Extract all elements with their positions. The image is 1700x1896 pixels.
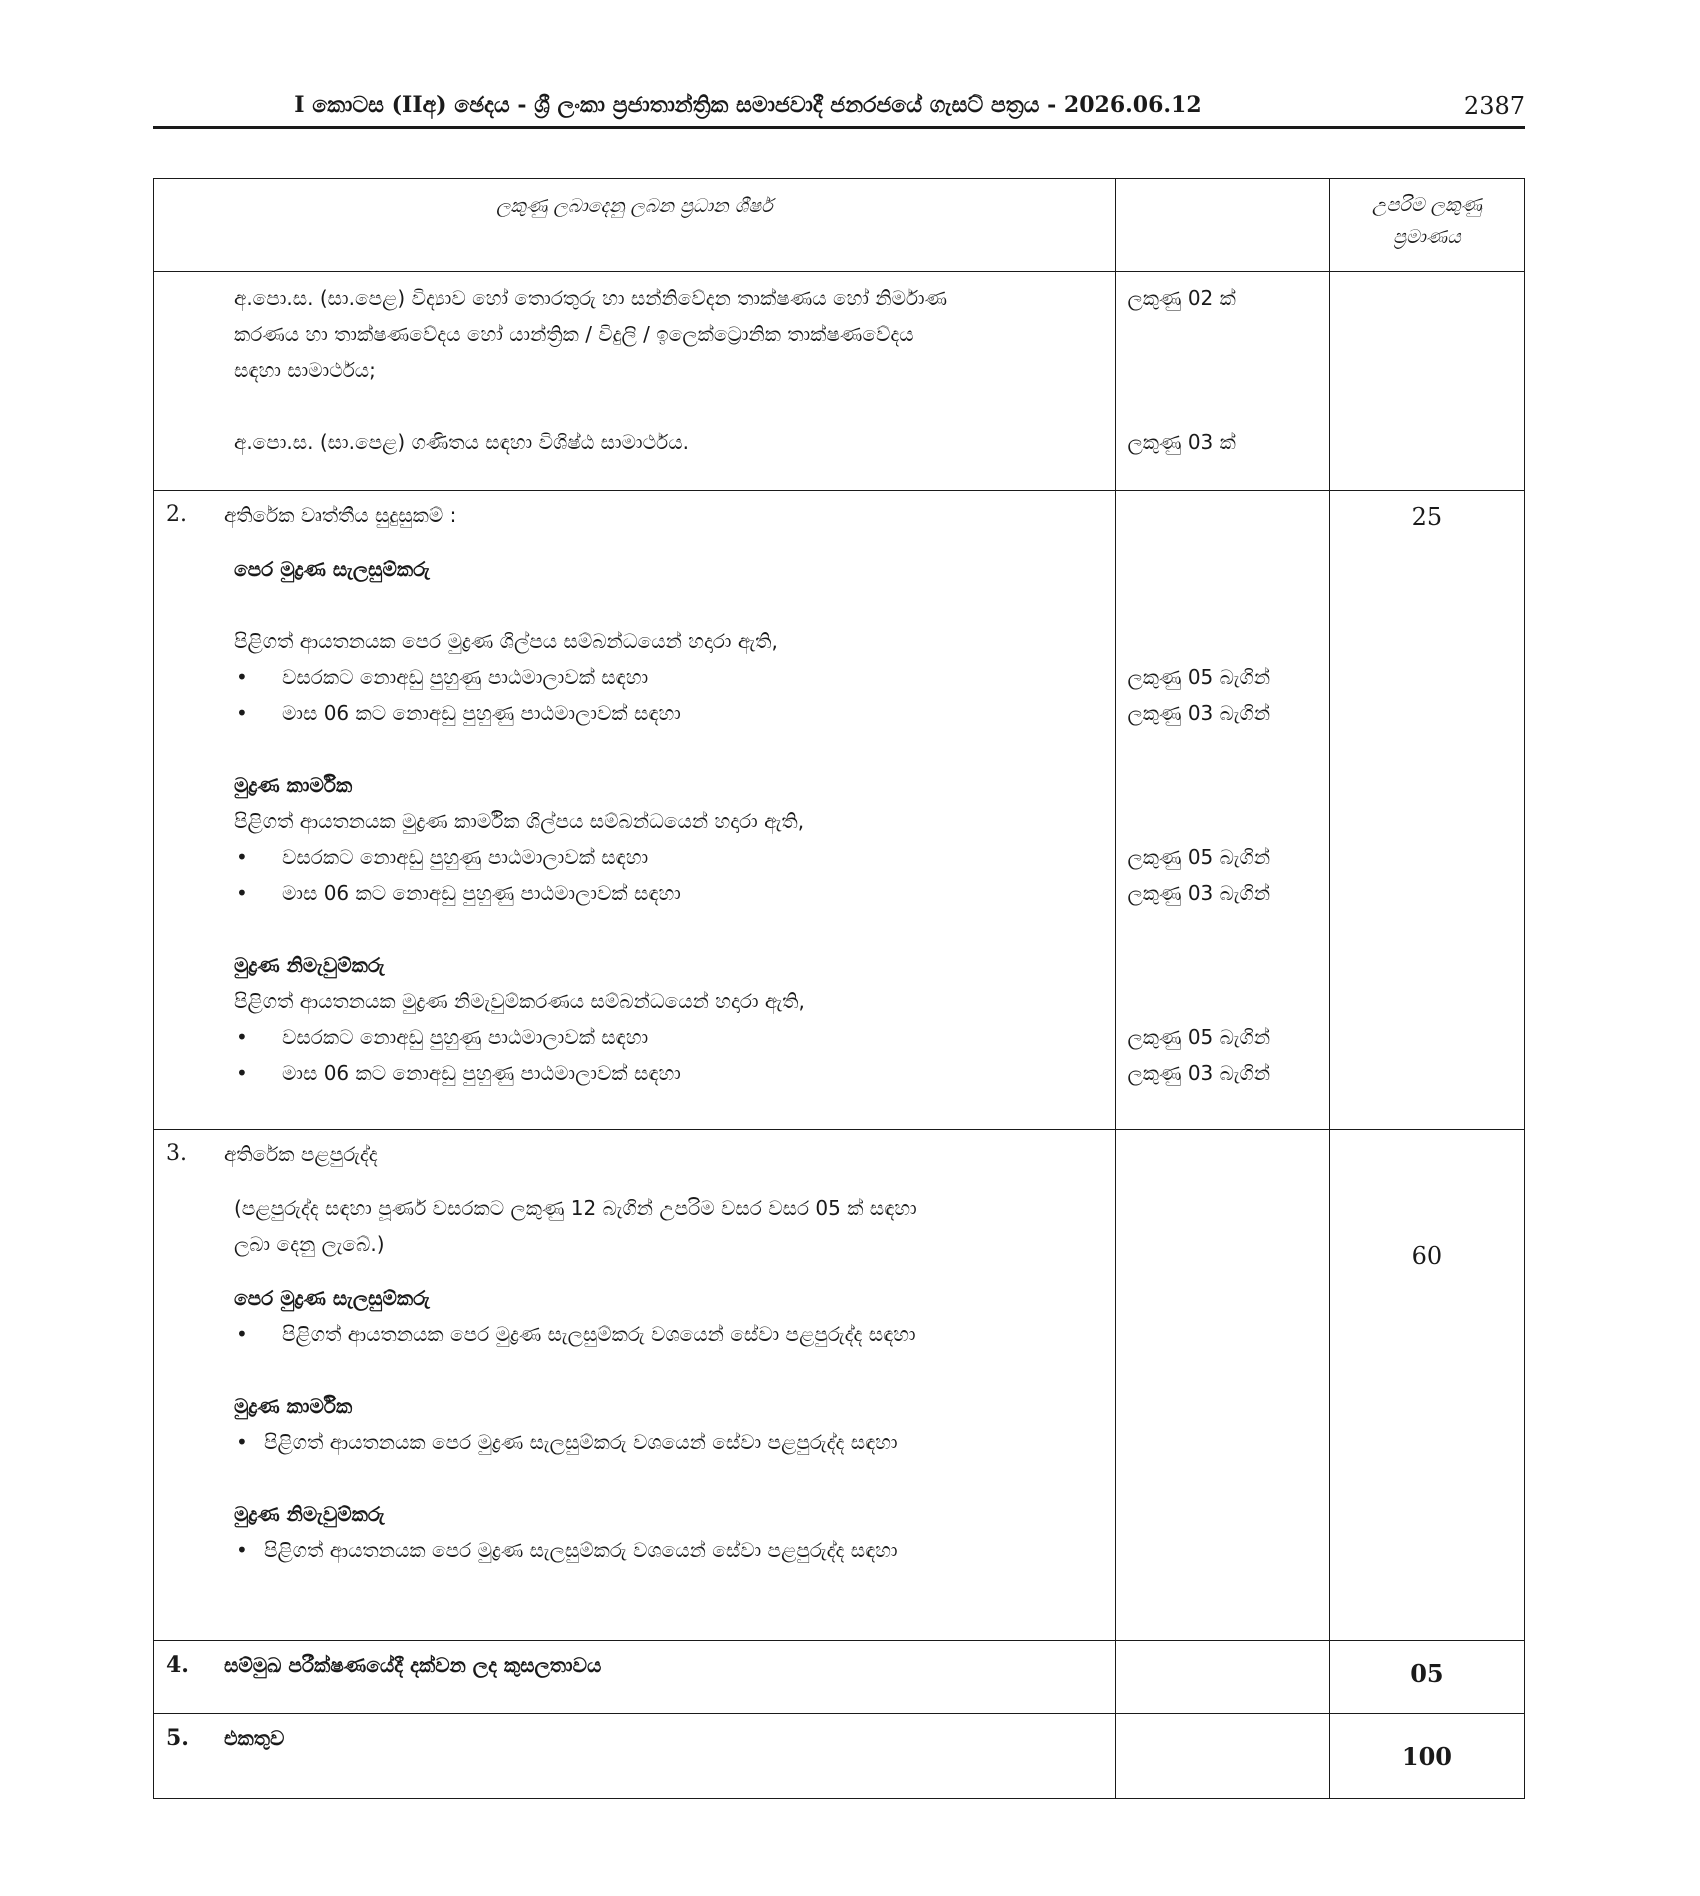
row2-section3-item1: • වසරකට නොඅඩු පුහුණු පාඨමාලාවක් සඳහා xyxy=(154,1019,1115,1055)
row2-section3-item1-marks: ලකුණු 05 බැගින් xyxy=(1127,1025,1271,1049)
row3-note-line1: (පළපුරුද්ද සඳහා පූර්ණ වසරකට ලකුණු 12 බැගින් උපරිම වසර වසර 05 ක් සඳහා xyxy=(234,1196,917,1220)
row3-marks-empty xyxy=(1115,1130,1329,1641)
row2-section3-item2: • මාස 06 කට නොඅඩු පුහුණු පාඨමාලාවක් සඳහා xyxy=(154,1055,1115,1091)
gazette-header-title: I කොටස (IIඅ) ඡෙදය - ශ්‍රී ලංකා ප්‍රජාතාන්ත්‍රික සමාජවාදී ජනරජයේ ගැසට් පත්‍රය - 2026.06.12 xyxy=(294,92,1202,118)
row3-section1-item: • පිළිගත් ආයතනයක පෙර මුද්‍රණ සැලසුම්කරු වශයෙන් සේවා පළපුරුද්ද සඳහා xyxy=(154,1316,1115,1352)
row1-para1-line3: සඳහා සාමාර්ථය; xyxy=(234,358,376,382)
row2-number: 2. xyxy=(166,502,187,527)
header-divider xyxy=(153,126,1525,129)
row3-section2-item: • පිළිගත් ආයතනයක පෙර මුද්‍රණ සැලසුම්කරු වශයෙන් සේවා පළපුරුද්ද සඳහා xyxy=(154,1424,1115,1460)
page-header xyxy=(153,88,1525,128)
row2-section2-heading: මුද්‍රණ කාර්මික xyxy=(234,773,353,797)
table-row-3 xyxy=(154,1130,1525,1641)
main-heading-header: ලකුණු ලබාදෙනු ලබන ප්‍රධාන ශීර්ෂ xyxy=(154,179,1116,272)
row1-para1-line1: අ.පො.ස. (සා.පෙළ) විද්‍යාව හෝ තොරතුරු හා සන්නිවේදන තාක්ෂණය හෝ නිර්මාණ xyxy=(234,286,948,310)
page-number: 2387 xyxy=(1463,92,1525,120)
marks-header-empty xyxy=(1115,179,1329,272)
max-marks-header xyxy=(1329,179,1524,272)
row3-note-line2: ලබා දෙනු ලැබේ.) xyxy=(234,1232,385,1256)
row3-title: අතිරේක පළපුරුද්ද xyxy=(224,1142,378,1166)
row4-marks-empty xyxy=(1115,1641,1329,1714)
table-header-row xyxy=(154,179,1525,272)
row2-section2-intro: පිළිගත් ආයතනයක මුද්‍රණ කාර්මික ශිල්පය සම්බන්ධයෙන් හදාරා ඇති, xyxy=(234,809,805,833)
row2-section1-item2-marks: ලකුණු 03 බැගින් xyxy=(1127,701,1271,725)
table-row-4 xyxy=(154,1641,1525,1714)
row2-section3-item2-marks: ලකුණු 03 බැගින් xyxy=(1127,1061,1271,1085)
row5-content xyxy=(154,1714,1116,1799)
row2-section3-heading: මුද්‍රණ නිමැවුම්කරු xyxy=(234,953,385,977)
row2-content xyxy=(154,491,1116,1130)
row5-number: 5. xyxy=(166,1725,189,1751)
row1-para2-marks: ලකුණු 03 ක් xyxy=(1127,430,1236,454)
max-marks-header-line2: ප්‍රමාණය xyxy=(1393,226,1461,248)
row1-para1-marks: ලකුණු 02 ක් xyxy=(1127,286,1236,310)
row4-title: සම්මුඛ පරීක්ෂණයේදී දක්වන ලද කුසලතාවය xyxy=(224,1653,602,1677)
row2-section2-item1-marks: ලකුණු 05 බැගින් xyxy=(1127,845,1271,869)
row5-marks-empty xyxy=(1115,1714,1329,1799)
row2-section2-item2: • මාස 06 කට නොඅඩු පුහුණු පාඨමාලාවක් සඳහා xyxy=(154,875,1115,911)
row3-number: 3. xyxy=(166,1141,187,1166)
row2-section2-item1: • වසරකට නොඅඩු පුහුණු පාඨමාලාවක් සඳහා xyxy=(154,839,1115,875)
row3-content xyxy=(154,1130,1116,1641)
row3-section2-heading: මුද්‍රණ කාර්මික xyxy=(234,1394,353,1418)
table-row-1 xyxy=(154,272,1525,491)
table-row-5 xyxy=(154,1714,1525,1799)
marks-table xyxy=(153,178,1525,1799)
row2-section1-item2: • මාස 06 කට නොඅඩු පුහුණු පාඨමාලාවක් සඳහා xyxy=(154,695,1115,731)
row3-max: 60 xyxy=(1329,1130,1524,1641)
max-marks-header-line1: උපරිම ලකුණු xyxy=(1372,194,1482,216)
row4-content xyxy=(154,1641,1116,1714)
row2-section1-item1: • වසරකට නොඅඩු පුහුණු පාඨමාලාවක් සඳහා xyxy=(154,659,1115,695)
row2-section1-heading: පෙර මුද්‍රණ සැලසුම්කරු xyxy=(234,557,430,581)
row3-section3-heading: මුද්‍රණ නිමැවුම්කරු xyxy=(234,1502,385,1526)
row2-section1-item1-marks: ලකුණු 05 බැගින් xyxy=(1127,665,1271,689)
row1-max-empty xyxy=(1329,272,1524,491)
row2-section3-intro: පිළිගත් ආයතනයක මුද්‍රණ නිමැවුම්කරණය සම්බන්ධයෙන් හදාරා ඇති, xyxy=(234,989,805,1013)
row4-number: 4. xyxy=(166,1652,189,1678)
row3-section3-item: • පිළිගත් ආයතනයක පෙර මුද්‍රණ සැලසුම්කරු වශයෙන් සේවා පළපුරුද්ද සඳහා xyxy=(154,1532,1115,1568)
row4-max: 05 xyxy=(1329,1641,1524,1714)
row5-title: එකතුව xyxy=(224,1726,285,1750)
row2-title: අතිරේක වෘත්තීය සුදුසුකම් : xyxy=(224,503,457,527)
row3-section1-heading: පෙර මුද්‍රණ සැලසුම්කරු xyxy=(234,1286,430,1310)
row5-max: 100 xyxy=(1329,1714,1524,1799)
row1-content xyxy=(154,272,1116,491)
row1-para1-line2: කරණය හා තාක්ෂණවේදය හෝ යාන්ත්‍රික / විදුලි / ඉලෙක්ට්‍රොනික තාක්ෂණවේදය xyxy=(234,322,914,346)
row1-marks xyxy=(1115,272,1329,491)
row2-section2-item2-marks: ලකුණු 03 බැගින් xyxy=(1127,881,1271,905)
row2-max: 25 xyxy=(1329,491,1524,1130)
row1-para2: අ.පො.ස. (සා.පෙළ) ගණිතය සඳහා විශිෂ්ඨ සාමාර්ථය. xyxy=(234,430,689,454)
table-row-2 xyxy=(154,491,1525,1130)
row2-marks xyxy=(1115,491,1329,1130)
row2-section1-intro: පිළිගත් ආයතනයක පෙර මුද්‍රණ ශිල්පය සම්බන්ධයෙන් හදාරා ඇති, xyxy=(234,629,778,653)
